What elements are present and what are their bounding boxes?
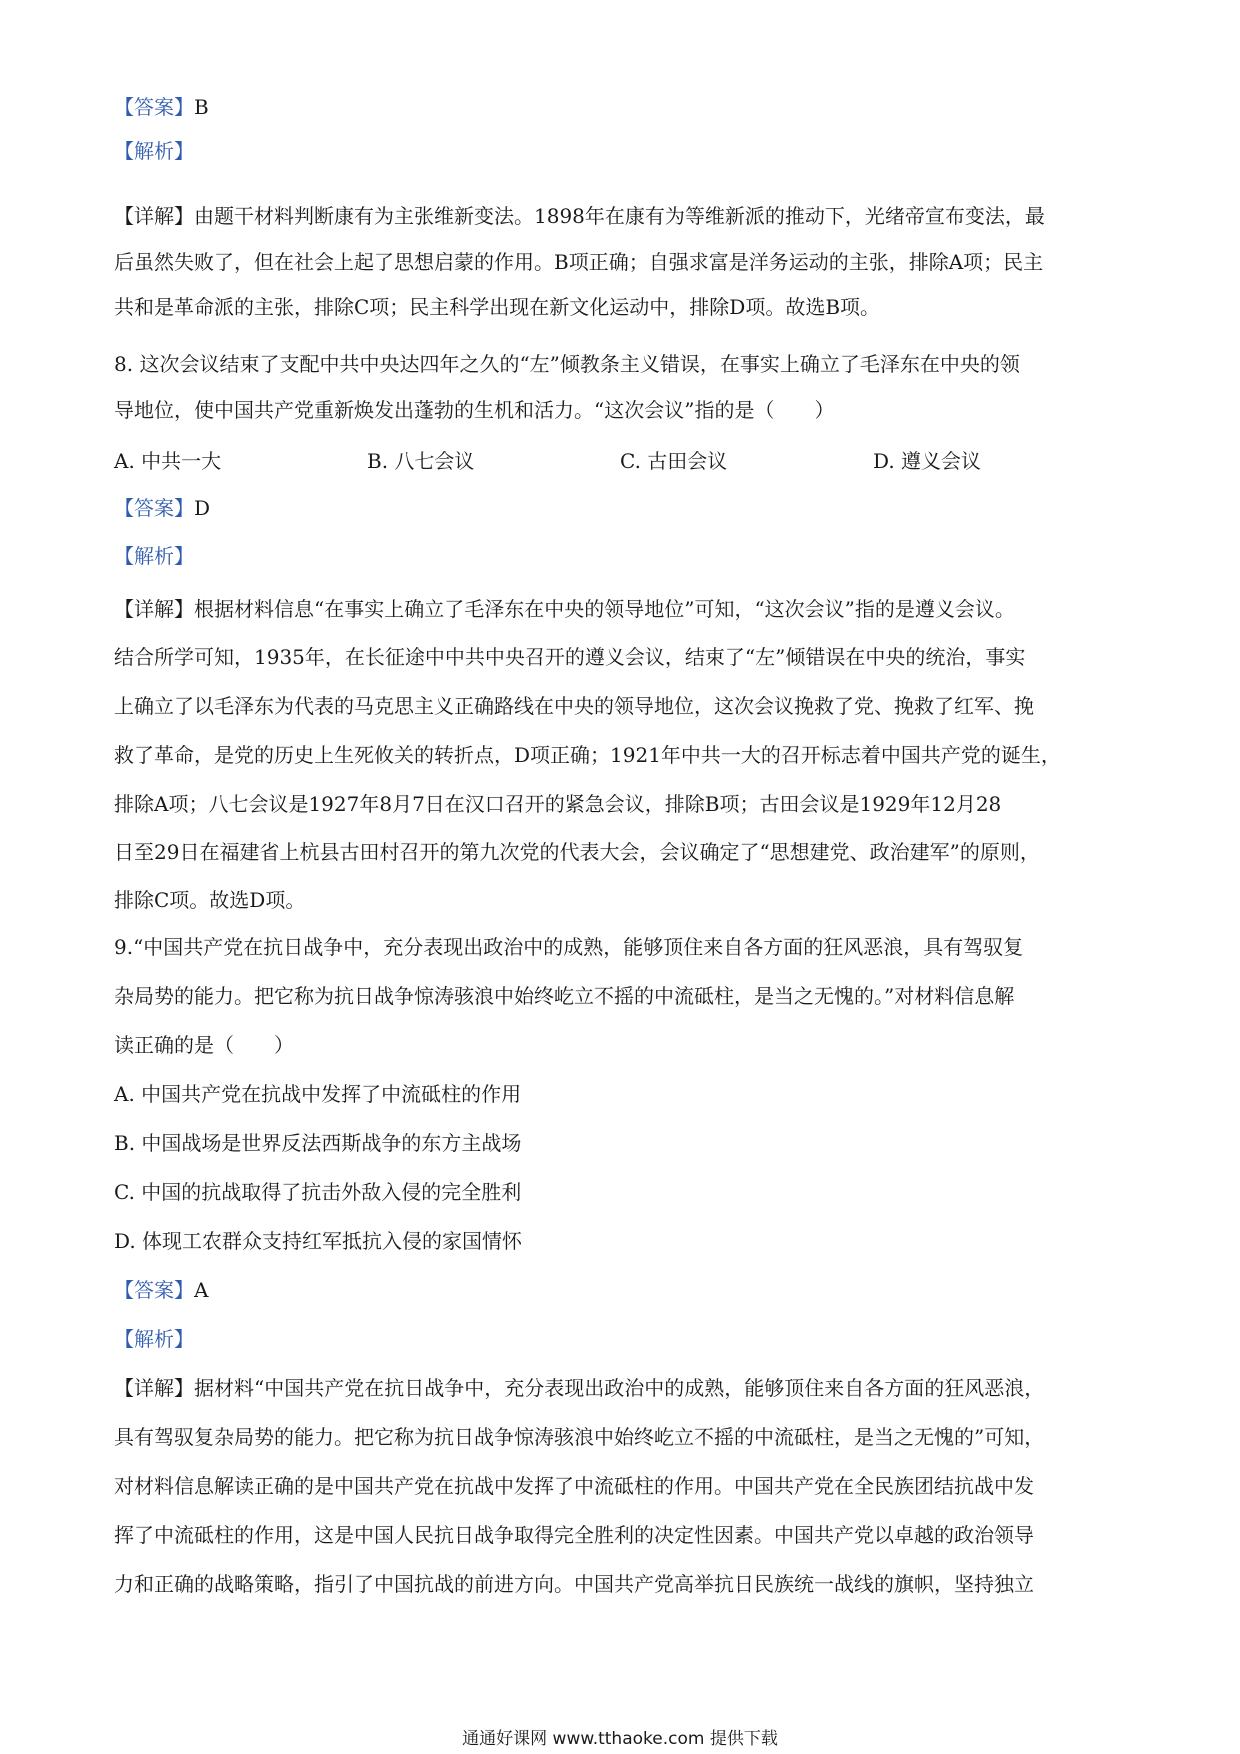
q9-detail-line-4: 挥了中流砥柱的作用，这是中国人民抗日战争取得完全胜利的决定性因素。中国共产党以卓越的政治领导: [114, 1523, 1034, 1547]
detail-text: 据材料“中国共产党在抗日战争中，充分表现出政治中的成熟，能够顶住来自各方面的狂风恶浪，: [194, 1376, 1045, 1400]
q8-analysis-line: [114, 541, 1126, 571]
q9-stem-line-2: 杂局势的能力。把它称为抗日战争惊涛骇浪中始终屹立不摇的中流砥柱，是当之无愧的。”对材料信息解: [114, 984, 1015, 1008]
q8-options: [114, 446, 1126, 476]
analysis-tag: 【解析】: [114, 544, 194, 568]
answer-value: D: [194, 496, 211, 520]
q8-stem-line-2: 导地位，使中国共产党重新焕发出蓬勃的生机和活力。“这次会议”指的是（ ）: [114, 398, 835, 422]
q8-detail-line-7: 排除C项。故选D项。: [114, 888, 306, 912]
answer-tag: 【答案】: [114, 95, 194, 119]
q7-detail-line-2: 后虽然失败了，但在社会上起了思想启蒙的作用。B项正确；自强求富是洋务运动的主张，排除A项；民主: [114, 250, 1044, 274]
q8-option-c: C. 古田会议: [620, 449, 728, 473]
q9-detail-line-5: 力和正确的战略策略，指引了中国抗战的前进方向。中国共产党高举抗日民族统一战线的旗帜，坚持独立: [114, 1572, 1034, 1596]
q9-detail-line-1: [114, 1373, 1126, 1403]
q8-answer-line: [114, 493, 1126, 523]
q9-option-b: B. 中国战场是世界反法西斯战争的东方主战场: [114, 1131, 522, 1155]
q9-stem-line-1: 9.“中国共产党在抗日战争中，充分表现出政治中的成熟，能够顶住来自各方面的狂风恶浪，具有驾驭复: [114, 935, 1024, 959]
q9-option-c: C. 中国的抗战取得了抗击外敌入侵的完全胜利: [114, 1180, 522, 1204]
q8-option-b: B. 八七会议: [367, 449, 475, 473]
analysis-tag: 【解析】: [114, 139, 194, 163]
q9-detail-line-3: 对材料信息解读正确的是中国共产党在抗战中发挥了中流砥柱的作用。中国共产党在全民族团结抗战中发: [114, 1474, 1034, 1498]
detail-text: 由题干材料判断康有为主张维新变法。1898年在康有为等维新派的推动下，光绪帝宣布变法，最: [194, 204, 1045, 228]
q9-stem-line-3: 读正确的是（ ）: [114, 1033, 294, 1057]
q7-detail-line-3: 共和是革命派的主张，排除C项；民主科学出现在新文化运动中，排除D项。故选B项。: [114, 295, 881, 319]
q8-option-a: A. 中共一大: [114, 449, 222, 473]
q9-option-a: A. 中国共产党在抗战中发挥了中流砥柱的作用: [114, 1082, 522, 1106]
q8-detail-line-5: 排除A项；八七会议是1927年8月7日在汉口召开的紧急会议，排除B项；古田会议是1929年12月28: [114, 792, 1002, 816]
detail-tag: 【详解】: [114, 204, 194, 228]
q7-answer-line: [114, 92, 1126, 122]
detail-text: 根据材料信息“在事实上确立了毛泽东在中央的领导地位”可知，“这次会议”指的是遵义会议。: [194, 597, 1015, 621]
q7-detail-line-1: [114, 201, 1126, 231]
q9-option-d: D. 体现工农群众支持红军抵抗入侵的家国情怀: [114, 1229, 523, 1253]
q8-detail-line-2: 结合所学可知，1935年，在长征途中中共中央召开的遵义会议，结束了“左”倾错误在中央的统治，事实: [114, 645, 1026, 669]
answer-tag: 【答案】: [114, 1278, 194, 1302]
analysis-tag: 【解析】: [114, 1327, 194, 1351]
answer-value: B: [194, 95, 209, 119]
q9-analysis-line: [114, 1324, 1126, 1354]
answer-value: A: [194, 1278, 209, 1302]
detail-tag: 【详解】: [114, 597, 194, 621]
answer-tag: 【答案】: [114, 496, 194, 520]
q8-option-d: D. 遵义会议: [873, 449, 982, 473]
q8-detail-line-3: 上确立了以毛泽东为代表的马克思主义正确路线在中央的领导地位，这次会议挽救了党、挽救了红军、挽: [114, 694, 1034, 718]
detail-tag: 【详解】: [114, 1376, 194, 1400]
q8-stem-line-1: 8. 这次会议结束了支配中共中央达四年之久的“左”倾教条主义错误，在事实上确立了毛泽东在中央的领: [114, 352, 1020, 376]
page-footer: 通通好课网 www.tthaoke.com 提供下载: [462, 1729, 778, 1749]
q8-detail-line-4: 救了革命，是党的历史上生死攸关的转折点，D项正确；1921年中共一大的召开标志着中国共产党的诞生，: [114, 743, 1061, 767]
q7-analysis-line: [114, 136, 1126, 166]
q9-answer-line: [114, 1275, 1126, 1305]
q8-detail-line-6: 日至29日在福建省上杭县古田村召开的第九次党的代表大会，会议确定了“思想建党、政治建军”的原则，: [114, 840, 1040, 864]
q8-detail-line-1: [114, 594, 1126, 624]
q9-detail-line-2: 具有驾驭复杂局势的能力。把它称为抗日战争惊涛骇浪中始终屹立不摇的中流砥柱，是当之无愧的”可知，: [114, 1425, 1045, 1449]
